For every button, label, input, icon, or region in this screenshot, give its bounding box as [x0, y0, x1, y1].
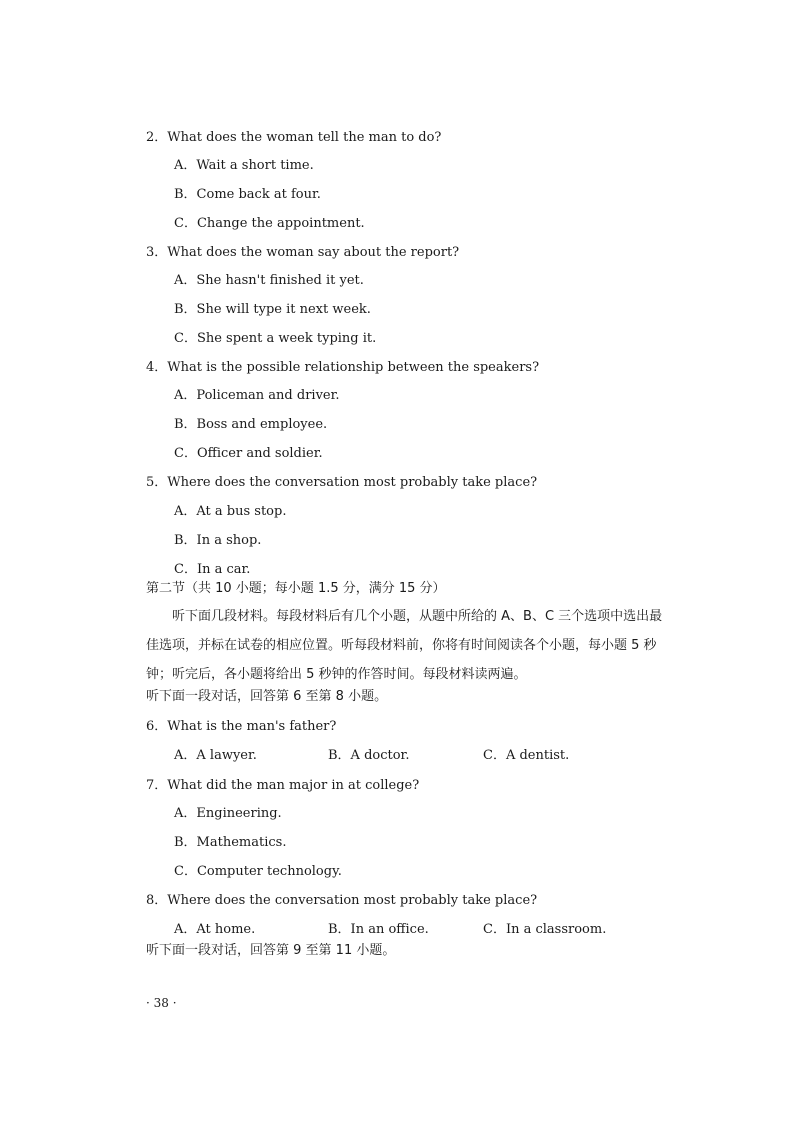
option-4a: A．Policeman and driver.: [174, 388, 340, 403]
question-2: [146, 130, 441, 146]
section-instructions: 听下面几段材料。每段材料后有几个小题，从题中所给的 A、B、C 三个选项中选出最佳选项，并标在试卷的相应位置。听每段材料前，你将有时间阅读各个小题，每小题 5 秒钟；听完后，各小题将给出 5 秒钟的作答时间。每段材料读两遍。: [146, 609, 663, 682]
question-text: What does the woman tell the man to do?: [167, 130, 442, 145]
question-number: 2．: [146, 130, 168, 145]
question-4: [146, 360, 539, 376]
option-2b: B．Come back at four.: [174, 187, 321, 202]
question-text: What did the man major in at college?: [167, 778, 420, 793]
dialogue-intro: 听下面一段对话，回答第 9 至第 11 小题。: [146, 943, 396, 958]
option-8c: C．In a classroom.: [483, 922, 607, 937]
option-8b: B．In an office.: [328, 922, 429, 937]
dialogue-intro: 听下面一段对话，回答第 6 至第 8 小题。: [146, 689, 388, 704]
question-text: What is the possible relationship between the speakers?: [167, 360, 540, 375]
option-3c: C．She spent a week typing it.: [174, 331, 377, 346]
question-5: [146, 475, 537, 491]
option-4c: C．Officer and soldier.: [174, 446, 323, 461]
option-4b: B．Boss and employee.: [174, 417, 328, 432]
option-7c: C．Computer technology.: [174, 864, 342, 879]
option-5b: B．In a shop.: [174, 533, 262, 548]
option-3b: B．She will type it next week.: [174, 302, 371, 317]
question-3: [146, 245, 459, 261]
option-3a: A．She hasn't finished it yet.: [174, 273, 364, 288]
question-text: What is the man's father?: [167, 719, 337, 734]
question-number: 5．: [146, 475, 168, 490]
question-7: [146, 778, 419, 794]
question-number: 8．: [146, 893, 168, 908]
question-number: 7．: [146, 778, 168, 793]
option-2c: C．Change the appointment.: [174, 216, 365, 231]
option-2a: A．Wait a short time.: [174, 158, 314, 173]
option-5a: A．At a bus stop.: [174, 504, 287, 519]
option-5c: C．In a car.: [174, 562, 251, 577]
option-8a: A．At home.: [174, 922, 256, 937]
option-6a: A．A lawyer.: [174, 748, 257, 763]
option-6c: C．A dentist.: [483, 748, 570, 763]
option-7a: A．Engineering.: [174, 806, 282, 821]
page-number: · 38 ·: [146, 996, 177, 1010]
question-number: 3．: [146, 245, 168, 260]
option-6b: B．A doctor.: [328, 748, 410, 763]
question-text: Where does the conversation most probably take place?: [167, 893, 538, 908]
question-6: [146, 719, 336, 735]
question-8: [146, 893, 537, 909]
section-heading: 第二节（共 10 小题；每小题 1.5 分，满分 15 分）: [146, 581, 446, 596]
question-number: 4．: [146, 360, 168, 375]
question-text: What does the woman say about the report?: [167, 245, 460, 260]
question-text: Where does the conversation most probably take place?: [167, 475, 538, 490]
option-7b: B．Mathematics.: [174, 835, 287, 850]
question-number: 6．: [146, 719, 168, 734]
